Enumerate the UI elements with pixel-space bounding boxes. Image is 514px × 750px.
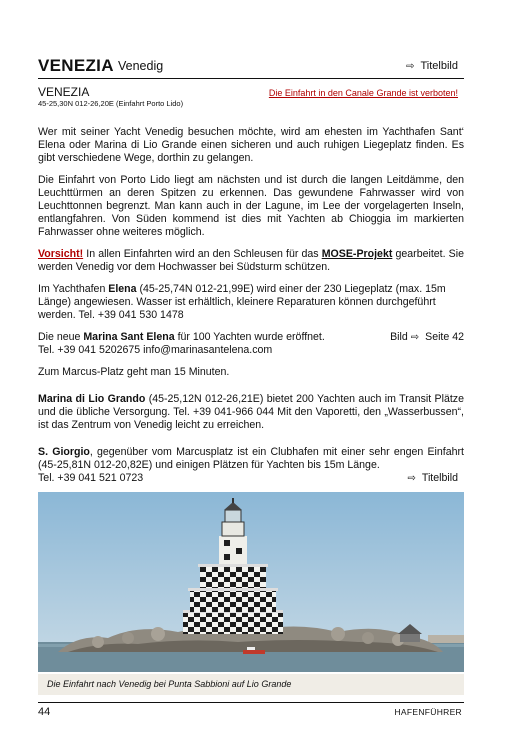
header-subtitle: Venedig: [118, 59, 164, 73]
lio-grando-name: Marina di Lio Grando: [38, 393, 146, 405]
canale-grande-warning: Die Einfahrt in den Canale Grande ist verboten!: [268, 88, 458, 98]
page-footer: [38, 702, 464, 723]
caution-text-1: In allen Einfahrten wird an den Schleusen für das: [83, 248, 322, 260]
lio-grando-text: (45-25,12N 012-26,21E) bietet 200 Yachten auch im Transit Plätze und die übliche Versorgung. Tel. +39 041-966 044 Mit den Vaporetti, den „Wasserbussen“, ist das Zentrum von Venedig leicht zu erreichen.: [38, 393, 464, 431]
sant-elena-contact: Tel. +39 041 5202675 info@marinasantelena.com: [38, 344, 273, 356]
paragraph-lio-grando: [38, 393, 464, 432]
paragraph-s-giorgio: [38, 446, 464, 485]
titelbild-reference[interactable]: [407, 472, 458, 485]
caution-label: Vorsicht!: [38, 248, 84, 260]
titelbild-ref-label: Titelbild: [421, 472, 458, 484]
sant-elena-text-1: Die neue: [38, 331, 84, 343]
paragraph-elena: [38, 283, 464, 322]
caution-text-2: gearbeitet. Sie werden Venedig vor dem Hochwasser bei Südsturm schützen.: [38, 248, 464, 273]
s-giorgio-row: [38, 472, 464, 485]
sant-elena-row: [38, 331, 464, 344]
page: [38, 0, 464, 750]
arrow-right-icon: ⇨: [406, 61, 415, 72]
lighthouse-photo: [38, 492, 464, 672]
titelbild-label: Titelbild: [420, 60, 458, 72]
paragraph-intro: Wer mit seiner Yacht Venedig besuchen möchte, wird am ehesten im Yachthafen Sant‘ Elena oder Marina di Lio Grande einen sicheren und auch ruhigen Liegeplatz finden. Es gibt verschiedene Wege, dorthin zu gelangen.: [38, 126, 464, 164]
mose-project-link[interactable]: MOSE-Projekt: [321, 248, 393, 260]
lighthouse-photo-svg: [38, 492, 464, 672]
footer-label: HAFENFÜHRER: [394, 707, 462, 717]
entrance-coordinates: 45-25,30N 012-26,20E (Einfahrt Porto Lido): [38, 99, 184, 108]
page-number: 44: [38, 706, 51, 718]
paragraph-sant-elena: [38, 331, 464, 357]
elena-text-2: (45-25,74N 012-21,99E) wird einer der 230 Liegeplatz (max. 15m Länge) angewiesen. Wasser ist erhältlich, kleinere Reparaturen können durchgeführt werden.: [38, 283, 446, 321]
header-title: VENEZIA: [38, 56, 114, 75]
paragraph-marcus: Zum Marcus-Platz geht man 15 Minuten.: [38, 366, 230, 378]
photo-caption: Die Einfahrt nach Venedig bei Punta Sabbioni auf Lio Grande: [47, 679, 292, 689]
page-header: [38, 56, 464, 79]
article-body: [38, 126, 464, 485]
sant-elena-name: Marina Sant Elena: [83, 331, 175, 343]
elena-phone: Tel. +39 041 530 1478: [78, 309, 184, 321]
sant-elena-line1: [38, 331, 325, 344]
bild-label: Bild: [390, 331, 408, 343]
elena-name: Elena: [108, 283, 137, 295]
arrow-right-icon: ⇨: [407, 473, 416, 484]
paragraph-caution: [38, 248, 464, 274]
sant-elena-text-2: für 100 Yachten wurde eröffnet.: [174, 331, 325, 343]
caption-bar: [38, 674, 464, 695]
arrow-right-icon: ⇨: [410, 332, 420, 343]
s-giorgio-text: , gegenüber vom Marcusplatz ist ein Clubhafen mit einer sehr engen Einfahrt (45-25,81N 012-20,82E) und einigen Plätzen für Yachten bis 15m Länge.: [38, 446, 464, 471]
s-giorgio-name: S. Giorgio: [38, 446, 90, 458]
bild-reference[interactable]: [390, 331, 464, 344]
elena-text-1: Im Yachthafen: [38, 283, 109, 295]
paragraph-porto-lido: Die Einfahrt von Porto Lido liegt am nächsten und ist durch die langen Leitdämme, den Leuchttürmen an deren Spitzen zu erkennen. Das gewundene Fahrwasser wird von Leuchttonnen begrenzt. Man kann auch in der Lagune, im Lee der vorgelagerten Inseln, entlangfahren. Von Süden kommend ist dies mit Yachten ab Chioggia im markierten Fahrwasser ohne weiteres möglich.: [38, 174, 464, 238]
section-title: VENEZIA: [38, 85, 90, 99]
s-giorgio-phone: Tel. +39 041 521 0723: [38, 472, 144, 484]
titelbild-link[interactable]: [406, 60, 458, 72]
page-ref-label: Seite 42: [425, 331, 464, 343]
